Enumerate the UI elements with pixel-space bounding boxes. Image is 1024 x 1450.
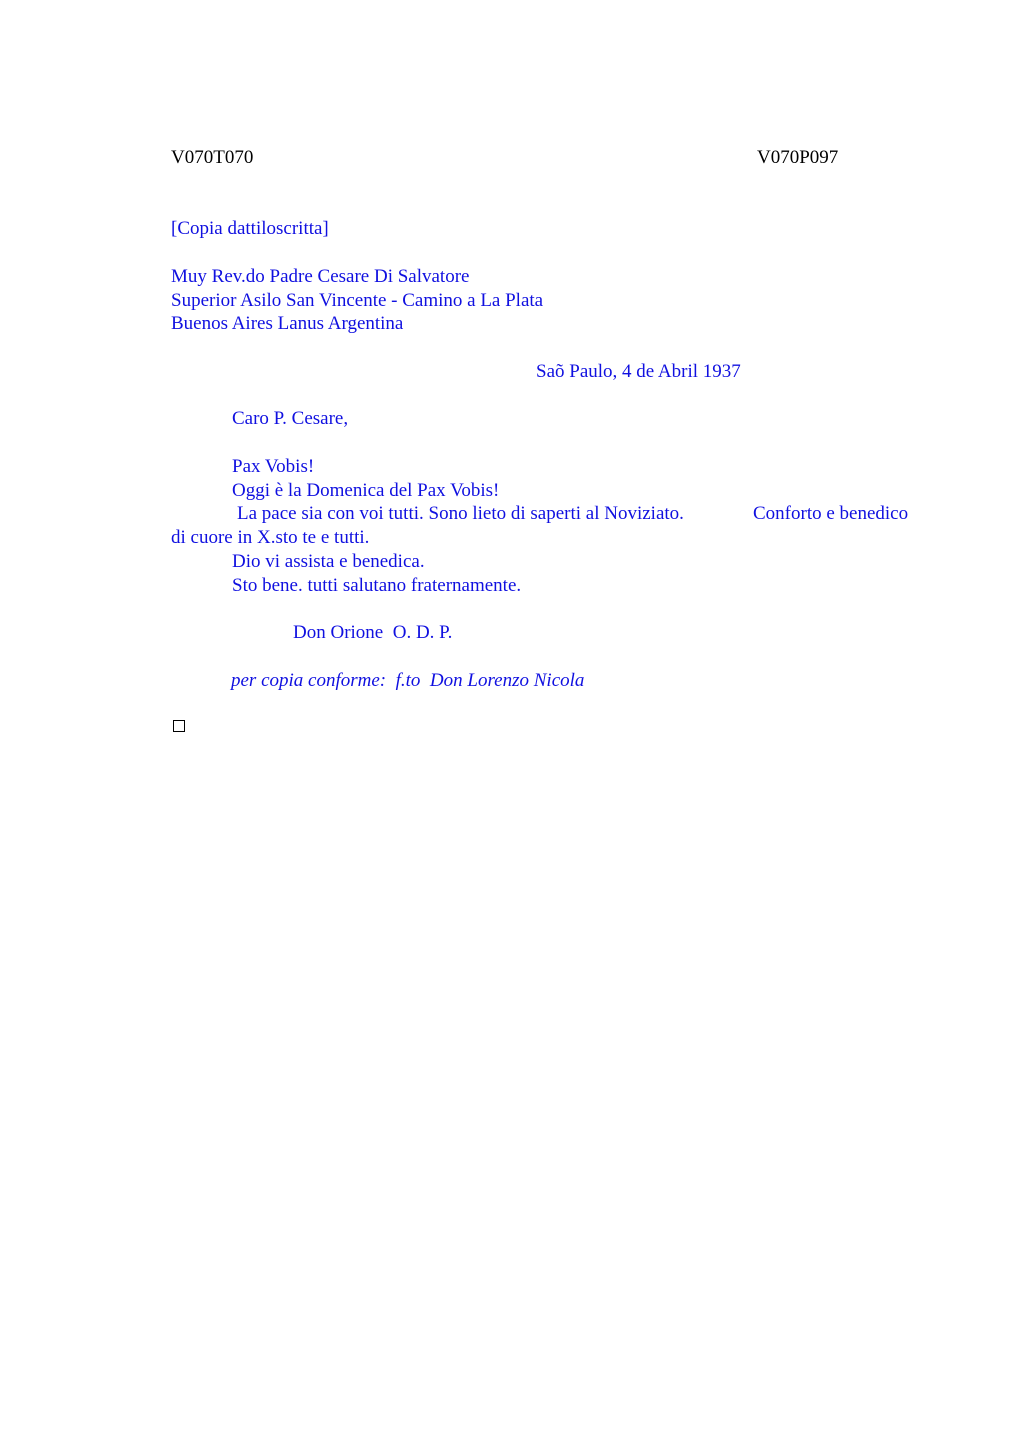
document-code-right: V070P097	[757, 147, 839, 168]
address-line: Superior Asilo San Vincente - Camino a La Plata	[171, 290, 544, 311]
letter-salutation: Caro P. Cesare,	[232, 408, 349, 429]
address-line: Buenos Aires Lanus Argentina	[171, 313, 404, 334]
body-line: di cuore in X.sto te e tutti.	[171, 527, 370, 548]
body-line: La pace sia con voi tutti. Sono lieto di saperti al Noviziato.	[237, 503, 684, 524]
copy-note: [Copia dattiloscritta]	[171, 218, 329, 239]
body-line: Pax Vobis!	[232, 456, 315, 477]
body-line: Oggi è la Domenica del Pax Vobis!	[232, 480, 500, 501]
letter-date: Saõ Paulo, 4 de Abril 1937	[536, 361, 741, 382]
body-line: Conforto e benedico	[753, 503, 909, 524]
signature: Don Orione O. D. P.	[293, 622, 453, 643]
address-line: Muy Rev.do Padre Cesare Di Salvatore	[171, 266, 470, 287]
document-code-left: V070T070	[171, 147, 254, 168]
square-box-icon	[173, 720, 185, 732]
body-line: Sto bene. tutti salutano fraternamente.	[232, 575, 522, 596]
body-line: Dio vi assista e benedica.	[232, 551, 425, 572]
conformity-note: per copia conforme: f.to Don Lorenzo Nicola	[231, 670, 585, 691]
